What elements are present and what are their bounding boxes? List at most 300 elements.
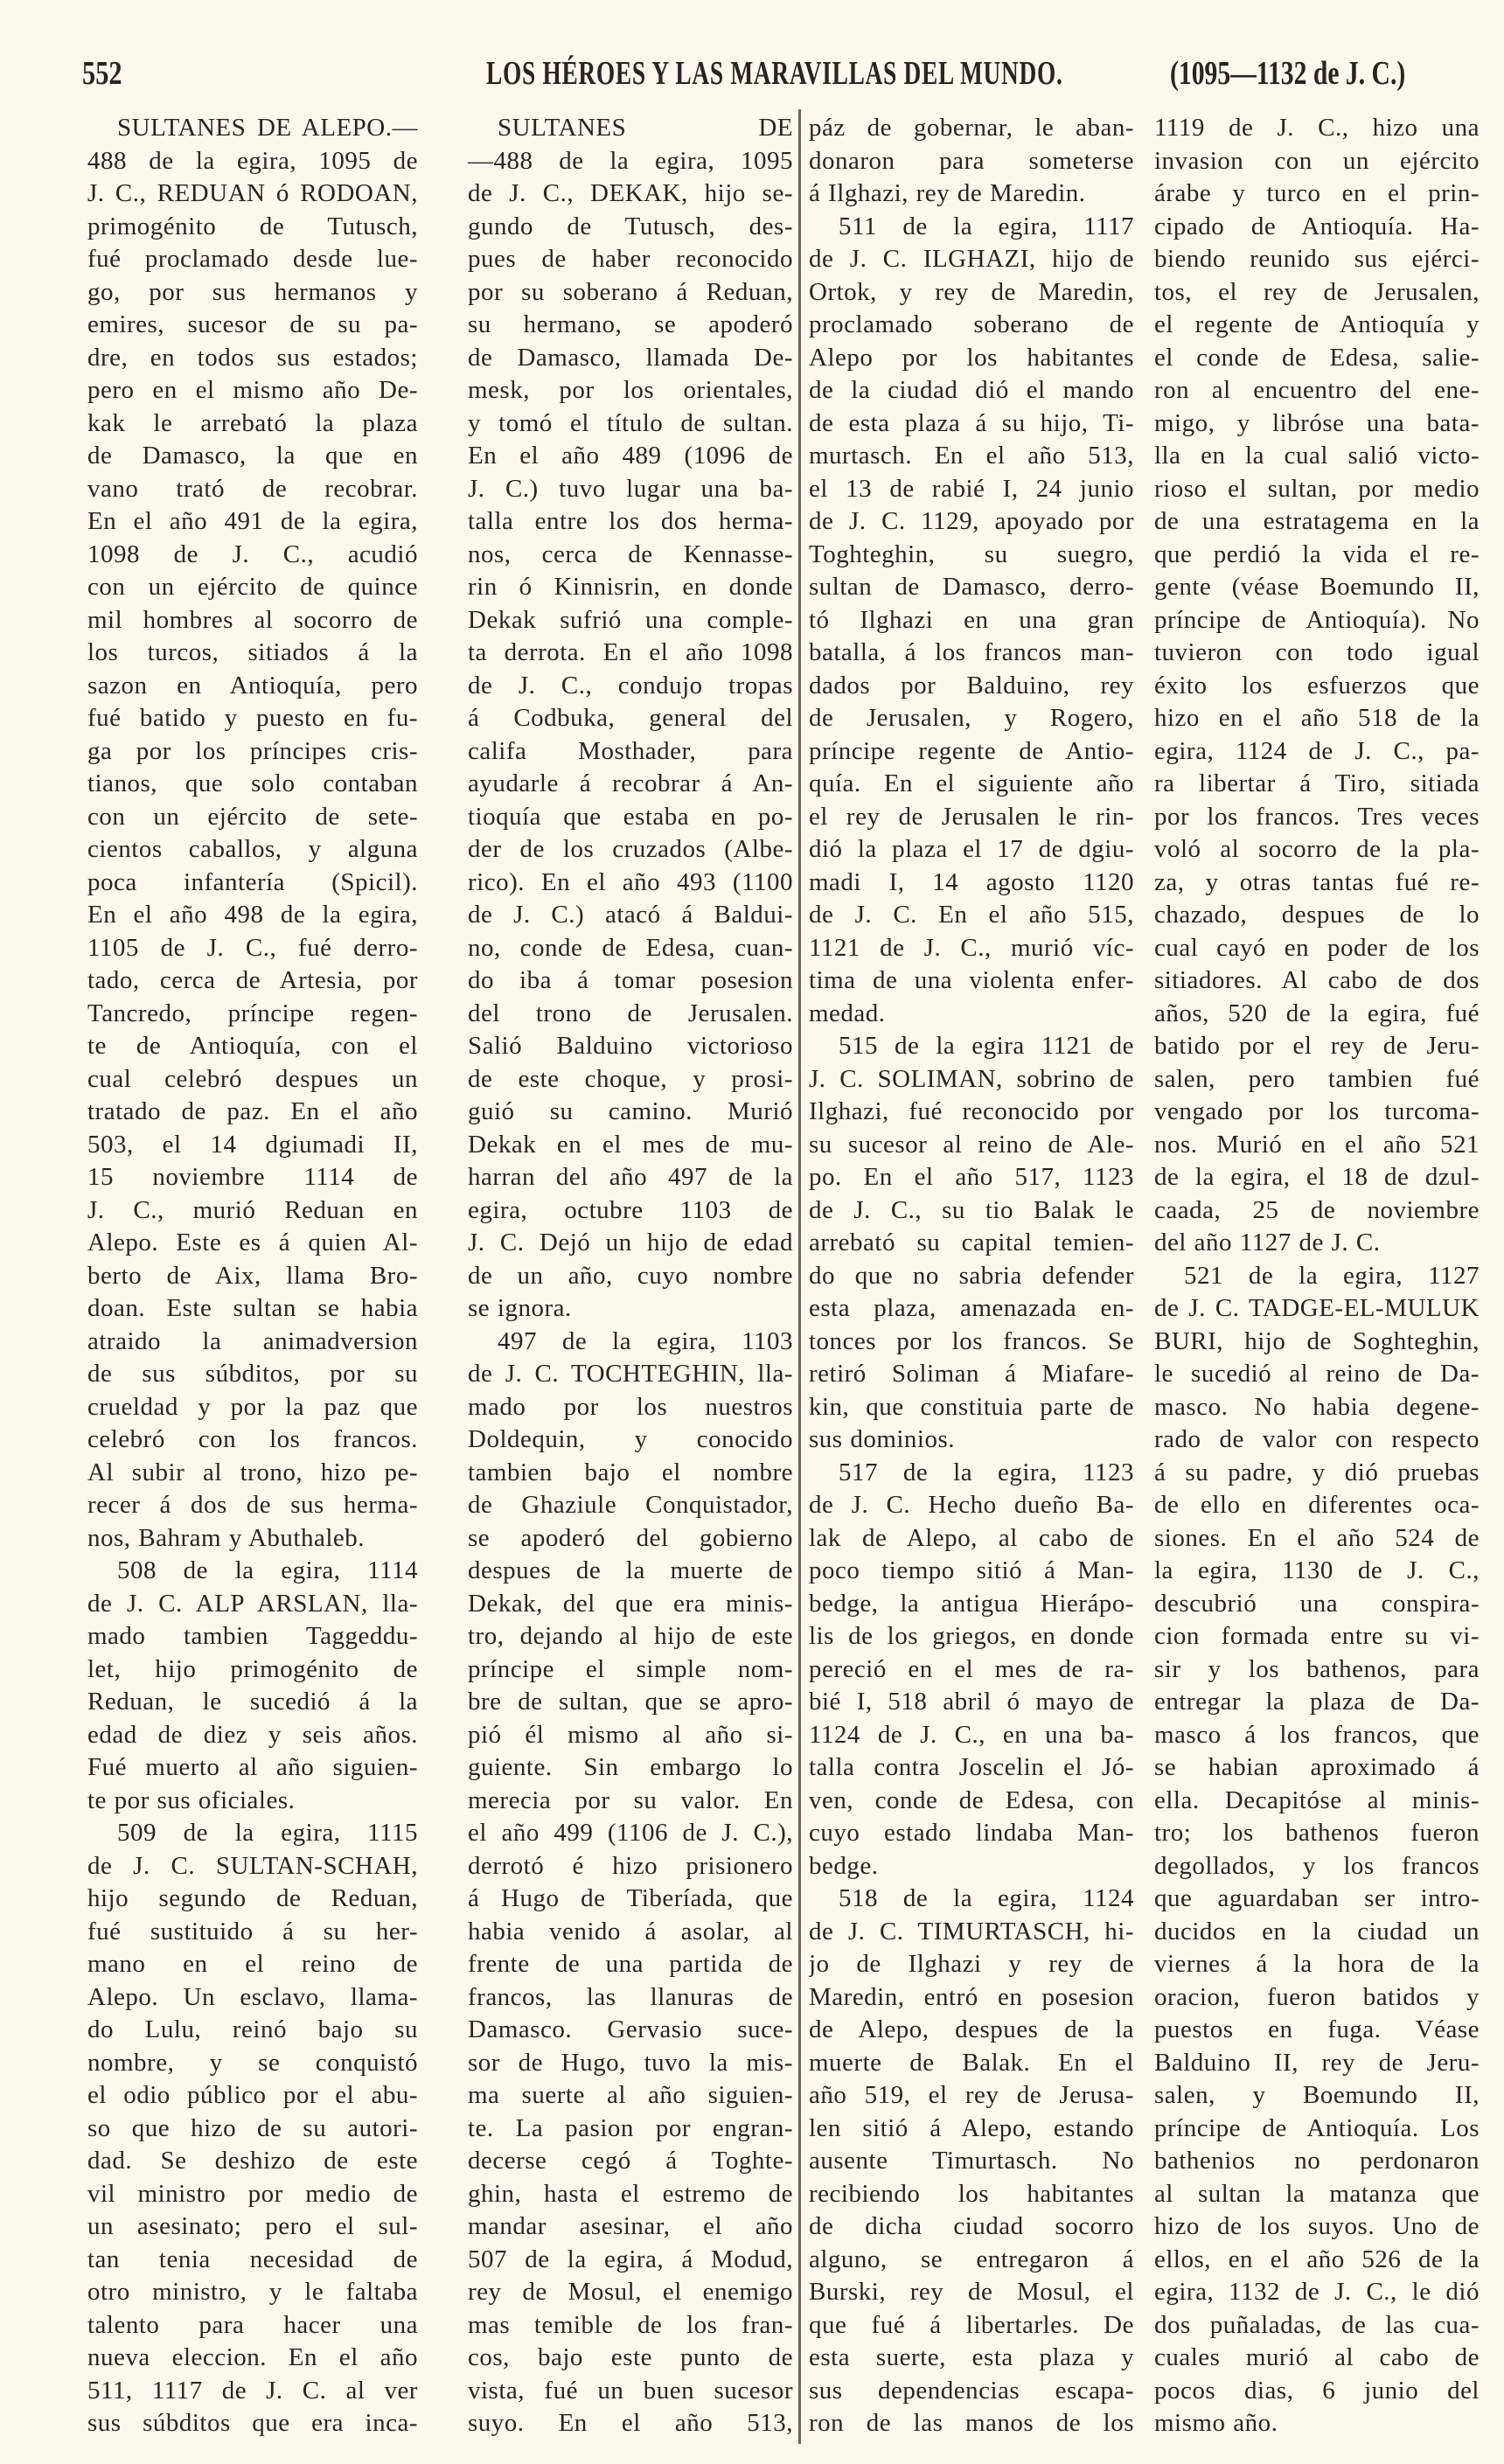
text-line: hizo en el año 518 de la: [1154, 704, 1480, 732]
text-line: cual cayó en poder de los: [1154, 933, 1480, 962]
text-line: cos, bajo este punto de: [468, 2343, 793, 2371]
text-line: Alepo por los habitantes: [809, 343, 1134, 372]
text-line: tratado de paz. En el año: [87, 1097, 418, 1125]
text-line: J. C., REDUAN ó RODOAN,: [87, 179, 418, 207]
text-line: oracion, fueron batidos y: [1154, 1982, 1480, 2011]
text-line: mado por los nuestros: [468, 1392, 793, 1421]
text-line: 507 de la egira, á Modud,: [468, 2245, 793, 2273]
text-line: rey de Mosul, el enemigo: [468, 2278, 793, 2306]
text-line: á Hugo de Tiberíada, que: [468, 1884, 793, 1912]
text-column-4: [1154, 112, 1480, 2440]
text-line: tro, dejando al hijo de este: [468, 1622, 793, 1650]
text-line: el año 499 (1106 de J. C.),: [468, 1819, 793, 1847]
text-line: invasion con un ejército: [1154, 146, 1480, 175]
text-line: salen, y Boemundo II,: [1154, 2081, 1480, 2109]
text-line: pereció en el mes de ra-: [809, 1654, 1134, 1683]
paragraph: [87, 1555, 418, 1817]
text-line: retiró Soliman á Miafare-: [809, 1360, 1134, 1388]
text-line: go, por sus hermanos y: [87, 277, 418, 306]
text-line: ron al encuentro del ene-: [1154, 376, 1480, 404]
text-line: hijo segundo de Reduan,: [87, 1884, 418, 1912]
paragraph: [87, 112, 418, 1555]
text-line: tima de una violenta enfer-: [809, 966, 1134, 994]
text-line: pocos dias, 6 junio del: [1154, 2376, 1480, 2405]
paragraph: [1154, 1260, 1480, 2440]
text-line: de J. C. TIMURTASCH, hi-: [809, 1917, 1134, 1945]
text-column-2: [468, 112, 793, 2440]
text-line: otro ministro, y le faltaba: [87, 2278, 418, 2306]
text-line: bre de sultan, que se apro-: [468, 1688, 793, 1716]
text-line: del trono de Jerusalen.: [468, 999, 793, 1027]
text-line: Balduino II, rey de Jeru-: [1154, 2048, 1480, 2077]
text-line: —488 de la egira, 1095: [468, 146, 793, 175]
text-line: ghin, hasta el estremo de: [468, 2179, 793, 2208]
text-line: jo de Ilghazi y rey de: [809, 1950, 1134, 1978]
text-line: Ilghazi, fué reconocido por: [809, 1097, 1134, 1125]
text-line: SULTANES DE: [498, 114, 793, 142]
text-line: nos. Murió en el año 521: [1154, 1130, 1480, 1159]
text-line: de una estratagema en la: [1154, 507, 1480, 535]
page-number: 552: [82, 55, 122, 92]
text-line: te. La pasion por engran-: [468, 2113, 793, 2142]
text-line: bedge, la antigua Hierápo-: [809, 1589, 1134, 1618]
text-line: Dekak en el mes de mu-: [468, 1130, 793, 1159]
text-line: alguno, se entregaron á: [809, 2245, 1134, 2273]
text-line: dos puñaladas, de las cua-: [1154, 2310, 1480, 2339]
text-line: tan tenia necesidad de: [87, 2245, 418, 2273]
text-line: 488 de la egira, 1095 de: [87, 146, 418, 175]
text-line: tado, cerca de Artesia, por: [87, 966, 418, 994]
text-line: príncipe de Antioquía. Los: [1154, 2113, 1480, 2142]
text-line: merecia por su valor. En: [468, 1785, 793, 1814]
text-line: kin, que constituia parte de: [809, 1392, 1134, 1421]
text-line: biendo reunido sus ejérci-: [1154, 245, 1480, 273]
text-line: do Lulu, reinó bajo su: [87, 2015, 418, 2043]
text-line: arrebató su capital temien-: [809, 1229, 1134, 1256]
text-line: crueldad y por la paz que: [87, 1392, 418, 1421]
text-line: de Jerusalen, y Rogero,: [809, 704, 1134, 732]
text-line: de este choque, y prosi-: [468, 1064, 793, 1093]
text-line: cion formada entre su vi-: [1154, 1622, 1480, 1650]
text-line: poco tiempo sitió á Man-: [809, 1556, 1134, 1584]
running-title: LOS HÉROES Y LAS MARAVILLAS DEL MUNDO.: [486, 55, 1063, 92]
text-line: 511 de la egira, 1117: [839, 212, 1134, 240]
text-line: ella. Decapitóse al minis-: [1154, 1785, 1480, 1814]
text-line: 521 de la egira, 1127: [1184, 1261, 1480, 1290]
text-line: voló al socorro de la pla-: [1154, 835, 1480, 863]
text-line: fué proclamado desde lue-: [87, 245, 418, 273]
text-line: Damasco. Gervasio suce-: [468, 2015, 793, 2043]
text-line: de J. C. ILGHAZI, hijo de: [809, 245, 1134, 273]
text-line: tos, el rey de Jerusalen,: [1154, 277, 1480, 306]
text-line: tianos, que solo contaban: [87, 769, 418, 797]
text-line: despues de la muerte de: [468, 1556, 793, 1584]
text-line: guió su camino. Murió: [468, 1097, 793, 1125]
text-line: mas temible de los fran-: [468, 2310, 793, 2339]
text-line: vista, fué un buen sucesor: [468, 2376, 793, 2405]
text-line: ausente Timurtasch. No: [809, 2147, 1134, 2175]
text-line: lak de Alepo, al cabo de: [809, 1523, 1134, 1552]
text-line: quía. En el siguiente año: [809, 769, 1134, 797]
text-line: de Damasco, la que en: [87, 442, 418, 470]
text-line: de J. C.) atacó á Baldui-: [468, 901, 793, 929]
text-line: de Ghaziule Conquistador,: [468, 1491, 793, 1519]
text-line: Ortok, y rey de Maredin,: [809, 277, 1134, 306]
column-rule: [798, 109, 801, 2444]
text-line: cipado de Antioquía. Ha-: [1154, 212, 1480, 240]
text-line: Salió Balduino victorioso: [468, 1032, 793, 1060]
text-line: mismo año.: [1154, 2409, 1278, 2437]
text-line: de J. C., DEKAK, hijo se-: [468, 179, 793, 207]
text-line: ven, conde de Edesa, con: [809, 1785, 1134, 1814]
text-line: proclamado soberano de: [809, 310, 1134, 338]
text-line: Reduan, le sucedió á la: [87, 1688, 418, 1716]
text-line: por los francos. Tres veces: [1154, 802, 1480, 831]
text-line: mil hombres al socorro de: [87, 605, 418, 634]
text-line: Alepo. Este es á quien Al-: [87, 1229, 418, 1256]
text-line: hizo de los suyos. Uno de: [1154, 2212, 1480, 2240]
text-line: dad. Se deshizo de este: [87, 2147, 418, 2175]
text-line: se ignora.: [468, 1294, 572, 1322]
text-line: de J. C. Hecho dueño Ba-: [809, 1491, 1134, 1519]
text-line: sir y los bathenos, para: [1154, 1654, 1480, 1683]
text-line: un asesinato; pero el sul-: [87, 2212, 418, 2240]
text-line: dre, en todos sus estados;: [87, 343, 418, 372]
text-line: mandar asesinar, el año: [468, 2212, 793, 2240]
text-line: berto de Aix, llama Bro-: [87, 1261, 418, 1290]
text-line: kak le arrebató la plaza: [87, 408, 418, 437]
text-line: dados por Balduino, rey: [809, 671, 1134, 700]
text-line: tro; los bathenos fueron: [1154, 1819, 1480, 1847]
text-line: rioso el sultan, por medio: [1154, 474, 1480, 503]
text-line: de la egira, el 18 de dzul-: [1154, 1163, 1480, 1191]
paragraph: [1154, 112, 1480, 1260]
text-line: el rey de Jerusalen le rin-: [809, 802, 1134, 831]
text-line: do que no sabria defender: [809, 1261, 1134, 1290]
text-line: ga por los príncipes cris-: [87, 736, 418, 765]
text-line: ron de las manos de los: [809, 2409, 1134, 2437]
date-range: (1095—1132 de J. C.): [1170, 55, 1406, 92]
text-line: príncipe de Antioquía). No: [1154, 605, 1480, 634]
paragraph: [809, 112, 1134, 211]
text-line: esta suerte, esta plaza y: [809, 2343, 1134, 2371]
text-line: tioquía que estaba en po-: [468, 802, 793, 831]
text-line: ra libertar á Tiro, sitiada: [1154, 769, 1480, 797]
text-line: BURI, hijo de Soghteghin,: [1154, 1326, 1480, 1355]
text-line: se habian aproximado á: [1154, 1753, 1480, 1781]
text-line: do iba á tomar posesion: [468, 966, 793, 994]
text-line: recibiendo los habitantes: [809, 2179, 1134, 2208]
text-line: SULTANES DE ALEPO.—: [117, 114, 418, 142]
paragraph: [468, 112, 793, 1326]
text-line: batalla, á los francos man-: [809, 638, 1134, 666]
text-line: talla entre los dos herma-: [468, 507, 793, 535]
text-line: migo, y libróse una bata-: [1154, 408, 1480, 437]
text-line: pero en el mismo año De-: [87, 376, 418, 404]
text-line: de Damasco, llamada De-: [468, 343, 793, 372]
text-line: let, hijo primogénito de: [87, 1654, 418, 1683]
text-line: te por sus oficiales.: [87, 1785, 296, 1814]
text-line: príncipe el simple nom-: [468, 1654, 793, 1683]
text-line: de J. C., condujo tropas: [468, 671, 793, 700]
text-line: ayudarle á recobrar á An-: [468, 769, 793, 797]
text-line: 1121 de J. C., murió víc-: [809, 933, 1134, 962]
text-line: los turcos, sitiados á la: [87, 638, 418, 666]
text-line: entregar la plaza de Da-: [1154, 1688, 1480, 1716]
text-line: Al subir al trono, hizo pe-: [87, 1458, 418, 1486]
text-line: dió la plaza el 17 de dgiu-: [809, 835, 1134, 863]
text-line: al sultan la matanza que: [1154, 2179, 1480, 2208]
text-line: lla en la cual salió victo-: [1154, 442, 1480, 470]
text-line: cuales murió al cabo de: [1154, 2343, 1480, 2371]
text-line: de J. C. TADGE-EL-MULUK: [1154, 1294, 1480, 1322]
text-line: años, 520 de la egira, fué: [1154, 999, 1480, 1027]
text-line: Toghteghin, su suegro,: [809, 539, 1134, 568]
text-line: el odio público por el abu-: [87, 2081, 418, 2109]
text-line: del año 1127 de J. C.: [1154, 1229, 1381, 1256]
text-line: 1124 de J. C., en una ba-: [809, 1720, 1134, 1749]
text-line: rico). En el año 493 (1100: [468, 867, 793, 896]
text-line: 517 de la egira, 1123: [839, 1458, 1134, 1486]
text-line: mado tambien Taggeddu-: [87, 1622, 418, 1650]
text-line: lis de los griegos, en donde: [809, 1622, 1134, 1650]
text-line: su sucesor al reino de Ale-: [809, 1130, 1134, 1159]
text-line: guiente. Sin embargo lo: [468, 1753, 793, 1781]
text-line: 509 de la egira, 1115: [117, 1819, 418, 1847]
text-line: J. C. SOLIMAN, sobrino de: [809, 1064, 1134, 1093]
text-line: egira, octubre 1103 de: [468, 1195, 793, 1224]
text-line: nos, Bahram y Abuthaleb.: [87, 1523, 366, 1552]
text-line: En el año 491 de la egira,: [87, 507, 418, 535]
text-line: rado de valor con respecto: [1154, 1425, 1480, 1453]
text-line: En el año 498 de la egira,: [87, 901, 418, 929]
text-line: egira, 1132 de J. C., le dió: [1154, 2278, 1480, 2306]
paragraph: [809, 1030, 1134, 1457]
text-line: En el año 489 (1096 de: [468, 442, 793, 470]
text-line: 1105 de J. C., fué derro-: [87, 933, 418, 962]
text-line: sultan de Damasco, derro-: [809, 573, 1134, 601]
text-line: bedge.: [809, 1851, 879, 1880]
text-line: príncipe regente de Antio-: [809, 736, 1134, 765]
text-line: la egira, 1130 de J. C.,: [1154, 1556, 1480, 1584]
text-line: vil ministro por medio de: [87, 2179, 418, 2208]
text-line: de ello en diferentes oca-: [1154, 1491, 1480, 1519]
text-line: esta plaza, amenazada en-: [809, 1294, 1134, 1322]
text-line: cual celebró despues un: [87, 1064, 418, 1093]
text-line: tuvieron con todo igual: [1154, 638, 1480, 666]
text-line: no, conde de Edesa, cuan-: [468, 933, 793, 962]
text-line: doan. Este sultan se habia: [87, 1294, 418, 1322]
text-line: que aguardaban ser intro-: [1154, 1884, 1480, 1912]
text-line: J. C.) tuvo lugar una ba-: [468, 474, 793, 503]
paragraph: [809, 211, 1134, 1031]
text-line: ellos, en el año 526 de la: [1154, 2245, 1480, 2273]
text-line: á su padre, y dió pruebas: [1154, 1458, 1480, 1486]
text-line: te de Antioquía, con el: [87, 1032, 418, 1060]
text-line: descubrió una conspira-: [1154, 1589, 1480, 1618]
text-line: tó Ilghazi en una gran: [809, 605, 1134, 634]
text-line: sus dependencias escapa-: [809, 2376, 1134, 2405]
text-line: rin ó Kinnisrin, en donde: [468, 573, 793, 601]
text-line: de J. C. SULTAN-SCHAH,: [87, 1851, 418, 1880]
text-line: sor de Hugo, tuvo la mis-: [468, 2048, 793, 2077]
text-line: harran del año 497 de la: [468, 1163, 793, 1191]
text-line: el conde de Edesa, salie-: [1154, 343, 1480, 372]
text-line: de J. C. ALP ARSLAN, lla-: [87, 1589, 418, 1618]
text-line: pió él mismo al año si-: [468, 1720, 793, 1749]
paragraph: [87, 1817, 418, 2440]
text-line: so que hizo de su autori-: [87, 2113, 418, 2142]
text-line: y tomó el título de sultan.: [468, 408, 793, 437]
text-line: pues de haber reconocido: [468, 245, 793, 273]
text-line: mano en el reino de: [87, 1950, 418, 1978]
text-line: vengado por los turcoma-: [1154, 1097, 1480, 1125]
text-line: salen, pero tambien fué: [1154, 1064, 1480, 1093]
text-line: masco á los francos, que: [1154, 1720, 1480, 1749]
text-line: de sus súbditos, por su: [87, 1360, 418, 1388]
text-line: medad.: [809, 999, 886, 1027]
text-line: len sitió á Alepo, estando: [809, 2113, 1134, 2142]
paragraph: [809, 1457, 1134, 1883]
text-line: Dekak sufrió una comple-: [468, 605, 793, 634]
text-line: 1098 de J. C., acudió: [87, 539, 418, 568]
text-line: 503, el 14 dgiumadi II,: [87, 1130, 418, 1159]
text-line: ducidos en la ciudad un: [1154, 1917, 1480, 1945]
text-line: Dekak, del que era minis-: [468, 1589, 793, 1618]
text-line: caada, 25 de noviembre: [1154, 1195, 1480, 1224]
text-line: se apoderó del gobierno: [468, 1523, 793, 1552]
text-line: Alepo. Un esclavo, llama-: [87, 1982, 418, 2011]
text-line: nueva eleccion. En el año: [87, 2343, 418, 2371]
text-line: Maredin, entró en posesion: [809, 1982, 1134, 2011]
text-line: frente de una partida de: [468, 1950, 793, 1978]
text-line: chazado, despues de lo: [1154, 901, 1480, 929]
text-line: que fué á libertarles. De: [809, 2310, 1134, 2339]
text-line: siones. En el año 524 de: [1154, 1523, 1480, 1552]
text-line: talla contra Joscelin el Jó-: [809, 1753, 1134, 1781]
text-line: decerse cegó á Toghte-: [468, 2147, 793, 2175]
text-line: madi I, 14 agosto 1120: [809, 867, 1134, 896]
text-line: donaron para someterse: [809, 146, 1134, 175]
paragraph: [809, 1883, 1134, 2440]
text-line: recer á dos de sus herma-: [87, 1491, 418, 1519]
text-line: de J. C. TOCHTEGHIN, lla-: [468, 1360, 793, 1388]
text-line: emires, sucesor de su pa-: [87, 310, 418, 338]
text-line: Fué muerto al año siguien-: [87, 1753, 418, 1781]
text-line: degollados, y los francos: [1154, 1851, 1480, 1880]
text-line: fué sustituido á su her-: [87, 1917, 418, 1945]
text-line: celebró con los francos.: [87, 1425, 418, 1453]
text-line: 511, 1117 de J. C. al ver: [87, 2376, 418, 2405]
text-line: de J. C. En el año 515,: [809, 901, 1134, 929]
text-line: bié I, 518 abril ó mayo de: [809, 1688, 1134, 1716]
text-line: egira, 1124 de J. C., pa-: [1154, 736, 1480, 765]
text-line: cientos caballos, y alguna: [87, 835, 418, 863]
text-line: ma suerte al año siguien-: [468, 2081, 793, 2109]
text-line: éxito los esfuerzos que: [1154, 671, 1480, 700]
text-line: poca infantería (Spicil).: [87, 867, 418, 896]
text-line: muerte de Balak. En el: [809, 2048, 1134, 2077]
text-line: 1119 de J. C., hizo una: [1154, 114, 1480, 142]
text-line: su hermano, se apoderó: [468, 310, 793, 338]
text-line: árabe y turco en el prin-: [1154, 179, 1480, 207]
text-line: páz de gobernar, le aban-: [809, 114, 1134, 142]
text-line: gundo de Tutusch, des-: [468, 212, 793, 240]
text-line: francos, las llanuras de: [468, 1982, 793, 2011]
text-line: sitiadores. Al cabo de dos: [1154, 966, 1480, 994]
text-line: atraido la animadversion: [87, 1326, 418, 1355]
text-line: 508 de la egira, 1114: [117, 1556, 418, 1584]
text-line: J. C., murió Reduan en: [87, 1195, 418, 1224]
text-line: de esta plaza á su hijo, Ti-: [809, 408, 1134, 437]
text-column-3: [809, 112, 1134, 2440]
text-line: de J. C. 1129, apoyado por: [809, 507, 1134, 535]
text-line: murtasch. En el año 513,: [809, 442, 1134, 470]
text-line: de Alepo, despues de la: [809, 2015, 1134, 2043]
text-line: cuyo estado lindaba Man-: [809, 1819, 1134, 1847]
text-line: el 13 de rabié I, 24 junio: [809, 474, 1134, 503]
text-line: con un ejército de quince: [87, 573, 418, 601]
text-line: nombre, y se conquistó: [87, 2048, 418, 2077]
text-line: año 519, el rey de Jerusa-: [809, 2081, 1134, 2109]
text-line: der de los cruzados (Albe-: [468, 835, 793, 863]
text-line: sazon en Antioquía, pero: [87, 671, 418, 700]
text-line: con un ejército de sete-: [87, 802, 418, 831]
text-line: primogénito de Tutusch,: [87, 212, 418, 240]
text-column-1: [87, 112, 418, 2440]
text-line: de un año, cuyo nombre: [468, 1261, 793, 1290]
text-line: po. En el año 517, 1123: [809, 1163, 1134, 1191]
text-line: J. C. Dejó un hijo de edad: [468, 1229, 793, 1256]
text-line: Burski, rey de Mosul, el: [809, 2278, 1134, 2306]
text-line: edad de diez y seis años.: [87, 1720, 418, 1749]
text-line: 515 de la egira 1121 de: [839, 1032, 1134, 1060]
text-line: tambien bajo el nombre: [468, 1458, 793, 1486]
text-line: califa Mosthader, para: [468, 736, 793, 765]
text-line: bathenios no perdonaron: [1154, 2147, 1480, 2175]
text-line: sus súbditos que era inca-: [87, 2409, 418, 2437]
text-line: vano trató de recobrar.: [87, 474, 418, 503]
text-line: gente (véase Boemundo II,: [1154, 573, 1480, 601]
text-line: le sucedió al reino de Da-: [1154, 1360, 1480, 1388]
text-line: el regente de Antioquía y: [1154, 310, 1480, 338]
text-line: por su soberano á Reduan,: [468, 277, 793, 306]
text-line: mesk, por los orientales,: [468, 376, 793, 404]
text-line: de dicha ciudad socorro: [809, 2212, 1134, 2240]
text-line: á Codbuka, general del: [468, 704, 793, 732]
paragraph: [468, 1326, 793, 2440]
text-line: 15 noviembre 1114 de: [87, 1163, 418, 1191]
text-line: nos, cerca de Kennasse-: [468, 539, 793, 568]
text-line: talento para hacer una: [87, 2310, 418, 2339]
text-line: sus dominios.: [809, 1425, 956, 1453]
text-line: Tancredo, príncipe regen-: [87, 999, 418, 1027]
text-line: fué batido y puesto en fu-: [87, 704, 418, 732]
text-line: de J. C., su tio Balak le: [809, 1195, 1134, 1224]
text-line: ta derrota. En el año 1098: [468, 638, 793, 666]
text-line: 518 de la egira, 1124: [839, 1884, 1134, 1912]
text-line: de la ciudad dió el mando: [809, 376, 1134, 404]
text-line: derrotó é hizo prisionero: [468, 1851, 793, 1880]
text-line: batido por el rey de Jeru-: [1154, 1032, 1480, 1060]
text-line: tonces por los francos. Se: [809, 1326, 1134, 1355]
text-line: 497 de la egira, 1103: [498, 1326, 793, 1355]
text-line: za, y otras tantas fué re-: [1154, 867, 1480, 896]
text-line: suyo. En el año 513,: [468, 2409, 793, 2437]
text-line: que perdió la vida el re-: [1154, 539, 1480, 568]
text-line: puestos en fuga. Véase: [1154, 2015, 1480, 2043]
text-line: masco. No habia degene-: [1154, 1392, 1480, 1421]
